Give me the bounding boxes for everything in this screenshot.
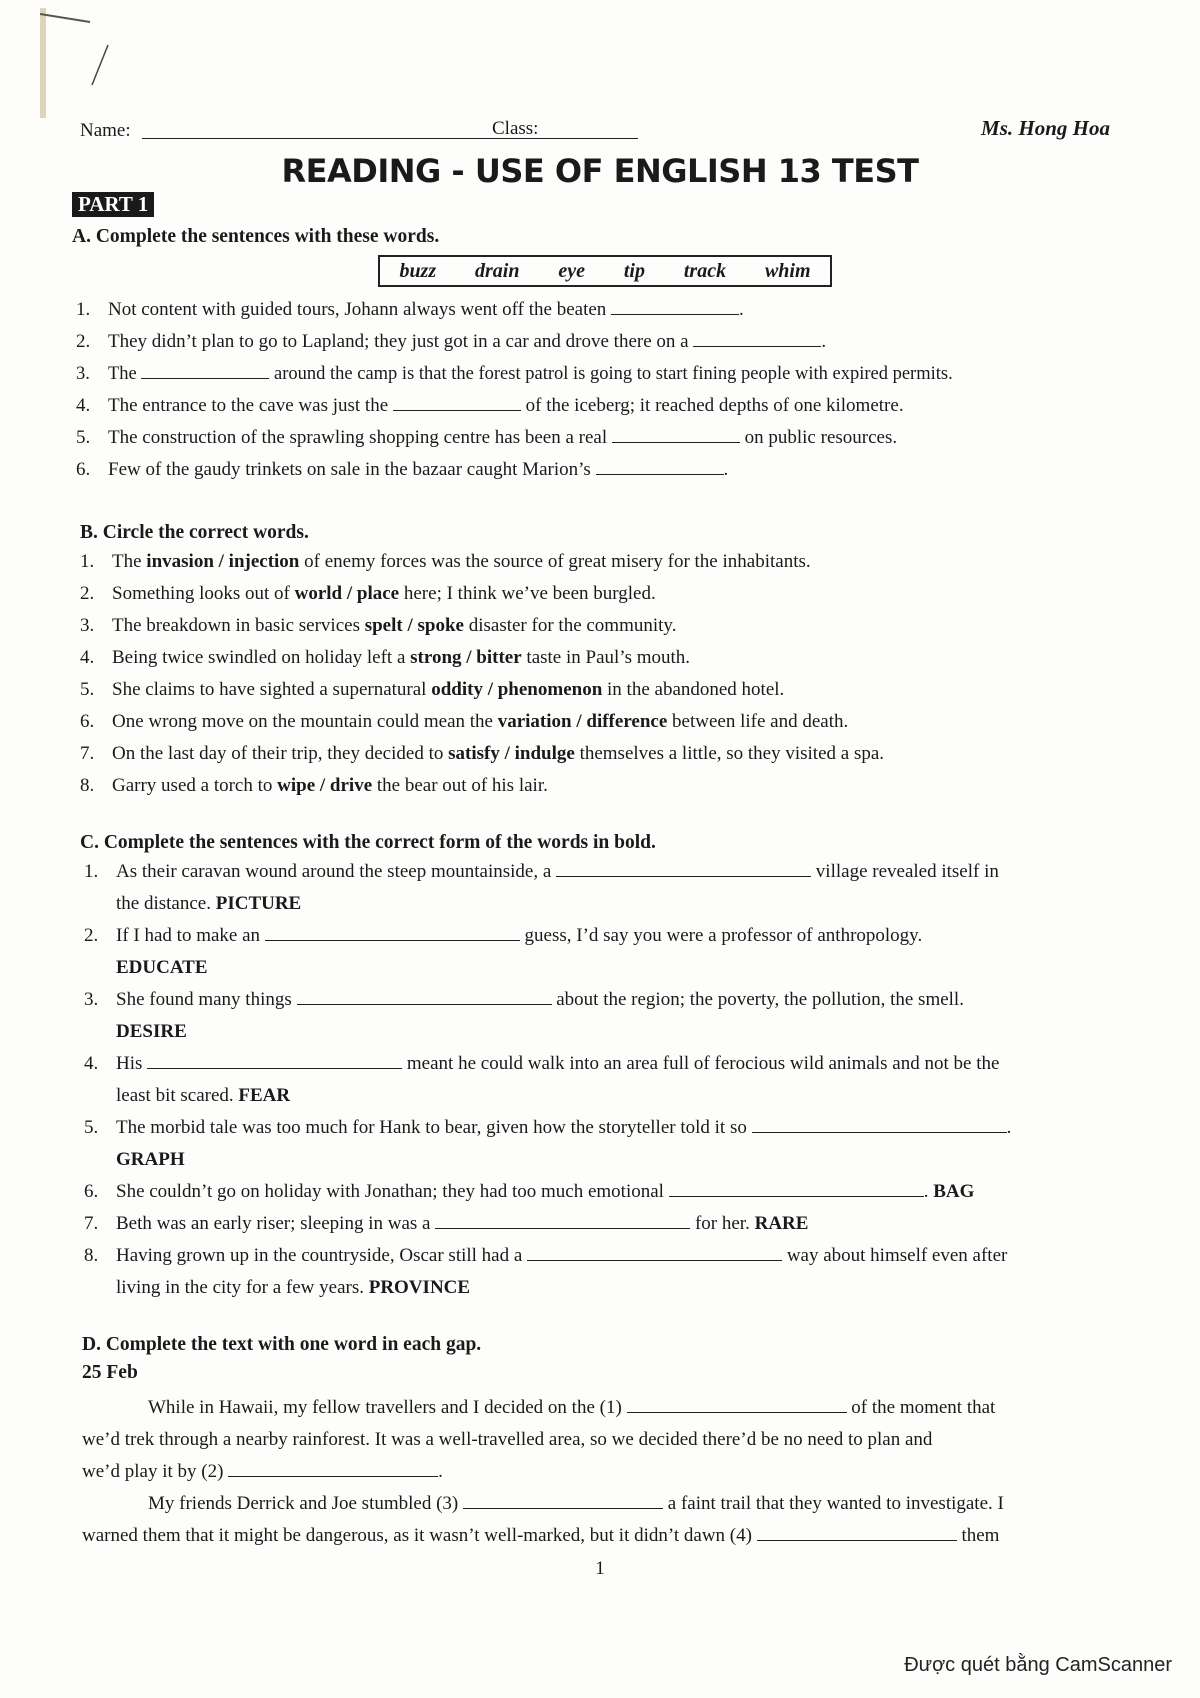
paragraph-text: them (961, 1525, 1000, 1546)
word-bank-item: eye (558, 259, 585, 282)
item-number: 6. (84, 1181, 99, 1202)
item-number: 4. (80, 647, 95, 668)
word-choice[interactable]: world / place (294, 583, 400, 604)
item-number: 6. (80, 711, 95, 732)
word-bank-item: track (683, 259, 727, 282)
item-text: The (108, 364, 137, 384)
item-text: here; I think we’ve been burgled. (399, 583, 656, 604)
part-badge: PART 1 (72, 192, 154, 217)
item-number: 1. (76, 299, 91, 320)
header-row (80, 116, 1110, 146)
paragraph-text: we’d trek through a nearby rainforest. It was a well-travelled area, so we decided there’d be no need to plan and (82, 1429, 933, 1450)
c-item-2 (84, 920, 1124, 984)
item-text: taste in Paul’s mouth. (521, 647, 691, 668)
item-number: 1. (84, 861, 99, 882)
item-text: Not content with guided tours, Johann always went off the beaten (108, 299, 607, 320)
b-item-4 (80, 642, 690, 674)
a-item-3 (76, 358, 953, 390)
scan-edge-marks (40, 0, 130, 130)
item-text: The morbid tale was too much for Hank to bear, given how the storyteller told it so (116, 1117, 747, 1138)
item-text: themselves a little, so they visited a spa. (574, 743, 885, 764)
item-text: disaster for the community. (463, 615, 677, 636)
word-choice[interactable]: spelt / spoke (364, 615, 464, 636)
gap-3[interactable] (463, 1492, 663, 1509)
answer-blank[interactable] (612, 426, 740, 443)
item-text: The entrance to the cave was just the (108, 395, 389, 416)
item-text: in the abandoned hotel. (602, 679, 785, 700)
paragraph-text: My friends Derrick and Joe stumbled (3) (148, 1493, 459, 1514)
item-text: meant he could walk into an area full of ferocious wild animals and not be the (406, 1053, 1000, 1074)
word-choice[interactable]: satisfy / indulge (448, 743, 575, 764)
answer-blank[interactable] (265, 924, 520, 941)
item-number: 5. (84, 1117, 99, 1138)
word-bank-item: tip (623, 259, 645, 282)
entry-date: 25 Feb (82, 1362, 138, 1383)
section-d-title: D. Complete the text with one word in each gap. (82, 1334, 482, 1355)
item-text: She couldn’t go on holiday with Jonathan; they had too much emotional (116, 1181, 664, 1202)
c-item-3 (84, 984, 1124, 1048)
item-text: As their caravan wound around the steep mountainside, a (116, 861, 552, 882)
paragraph-text: warned them that it might be dangerous, as it wasn’t well-marked, but it didn’t dawn (4) (82, 1525, 752, 1546)
word-choice[interactable]: strong / bitter (410, 647, 522, 668)
c-item-7 (84, 1208, 1124, 1240)
item-number: 2. (76, 331, 91, 352)
a-item-5 (76, 422, 897, 454)
word-bank-item: buzz (399, 259, 437, 282)
c-item-4 (84, 1048, 1124, 1112)
c-item-5 (84, 1112, 1124, 1176)
text-paragraph-1 (82, 1392, 1132, 1488)
b-item-7 (80, 738, 884, 770)
root-word: EDUCATE (116, 957, 208, 978)
item-number: 3. (84, 989, 99, 1010)
class-label: Class: (492, 118, 539, 139)
teacher-name: Ms. Hong Hoa (981, 116, 1110, 140)
word-bank-item: whim (764, 259, 811, 282)
item-text: . (1006, 1117, 1012, 1138)
word-choice[interactable]: wipe / drive (277, 775, 373, 796)
item-text: The breakdown in basic services (112, 615, 365, 636)
item-number: 3. (80, 615, 95, 636)
gap-4[interactable] (757, 1524, 957, 1541)
root-word: RARE (754, 1213, 809, 1234)
item-number: 5. (76, 427, 91, 448)
item-text: for her. (694, 1213, 750, 1234)
b-item-6 (80, 706, 848, 738)
text-paragraph-2 (82, 1488, 1132, 1552)
paragraph-text: . (438, 1461, 443, 1482)
item-number: 4. (84, 1053, 99, 1074)
root-word: PICTURE (215, 893, 302, 914)
item-text: living in the city for a few years. (116, 1277, 364, 1298)
word-choice[interactable]: variation / difference (497, 711, 668, 732)
answer-blank[interactable] (556, 860, 811, 877)
item-text: They didn’t plan to go to Lapland; they just got in a car and drove there on a (108, 331, 689, 352)
answer-blank[interactable] (611, 298, 739, 315)
name-label: Name: (80, 120, 131, 141)
item-text: Being twice swindled on holiday left a (112, 647, 411, 668)
item-text: the distance. (116, 893, 211, 914)
item-text: least bit scared. (116, 1085, 234, 1106)
answer-blank[interactable] (393, 394, 521, 411)
item-text: Having grown up in the countryside, Oscar still had a (116, 1245, 523, 1266)
a-item-1 (76, 294, 744, 326)
scanner-watermark: Được quét bằng CamScanner (904, 1654, 1172, 1676)
item-text: Beth was an early riser; sleeping in was a (116, 1213, 431, 1234)
paragraph-text: While in Hawaii, my fellow travellers and I decided on the (1) (148, 1397, 622, 1418)
section-b-title: B. Circle the correct words. (80, 522, 309, 543)
answer-blank[interactable] (141, 362, 269, 379)
item-text: way about himself even after (786, 1245, 1008, 1266)
item-number: 6. (76, 459, 91, 480)
item-text: around the camp is that the forest patrol is going to start fining people with expired permits. (274, 364, 953, 384)
c-item-8 (84, 1240, 1124, 1304)
item-text: guess, I’d say you were a professor of anthropology. (524, 925, 923, 946)
word-choice[interactable]: oddity / phenomenon (431, 679, 603, 700)
item-text: If I had to make an (116, 925, 261, 946)
item-number: 1. (80, 551, 95, 572)
item-text: . (923, 1181, 929, 1202)
root-word: PROVINCE (368, 1277, 471, 1298)
answer-blank[interactable] (435, 1212, 690, 1229)
word-bank-item: drain (475, 259, 520, 282)
root-word: BAG (933, 1181, 975, 1202)
item-text: of the iceberg; it reached depths of one kilometre. (525, 395, 904, 416)
item-number: 7. (84, 1213, 99, 1234)
paragraph-text: of the moment that (851, 1397, 996, 1418)
item-number: 3. (76, 364, 90, 384)
b-item-5 (80, 674, 784, 706)
b-item-8 (80, 770, 548, 802)
section-c-title: C. Complete the sentences with the correct form of the words in bold. (80, 832, 656, 853)
root-word: GRAPH (116, 1149, 185, 1170)
item-text: . (739, 299, 744, 320)
item-number: 8. (84, 1245, 99, 1266)
item-text: She claims to have sighted a supernatural (112, 679, 432, 700)
class-field[interactable] (558, 138, 638, 139)
item-text: Garry used a torch to (112, 775, 278, 796)
page-number: 1 (595, 1558, 605, 1579)
word-bank (378, 255, 832, 287)
gap-2[interactable] (228, 1460, 438, 1477)
gap-1[interactable] (627, 1396, 847, 1413)
item-text: between life and death. (667, 711, 849, 732)
b-item-2 (80, 578, 656, 610)
item-text: The (112, 551, 147, 572)
a-item-2 (76, 326, 826, 358)
root-word: DESIRE (116, 1021, 187, 1042)
c-item-1 (84, 856, 1124, 920)
item-text: The construction of the sprawling shopping centre has been a real (108, 427, 608, 448)
item-number: 4. (76, 395, 91, 416)
word-choice[interactable]: invasion / injection (146, 551, 300, 572)
item-text: village revealed itself in (815, 861, 999, 882)
c-item-6 (84, 1176, 1124, 1208)
item-number: 2. (80, 583, 95, 604)
item-text: of enemy forces was the source of great misery for the inhabitants. (299, 551, 811, 572)
item-number: 5. (80, 679, 95, 700)
root-word: FEAR (238, 1085, 291, 1106)
b-item-3 (80, 610, 676, 642)
item-text: . (821, 331, 827, 352)
answer-blank[interactable] (527, 1244, 782, 1261)
answer-blank[interactable] (596, 458, 724, 475)
item-text: . (723, 459, 729, 480)
paragraph-text: we’d play it by (2) (82, 1461, 224, 1482)
answer-blank[interactable] (752, 1116, 1007, 1133)
a-item-4 (76, 390, 904, 422)
item-text: the bear out of his lair. (372, 775, 548, 796)
item-text: Something looks out of (112, 583, 295, 604)
item-text: On the last day of their trip, they decided to (112, 743, 449, 764)
answer-blank[interactable] (693, 330, 821, 347)
item-number: 8. (80, 775, 95, 796)
item-number: 7. (80, 743, 95, 764)
item-text: about the region; the poverty, the pollution, the smell. (556, 989, 964, 1010)
item-text: on public resources. (744, 427, 898, 448)
item-number: 2. (84, 925, 99, 946)
item-text: Few of the gaudy trinkets on sale in the bazaar caught Marion’s (108, 459, 591, 480)
page-title: READING - USE OF ENGLISH 13 TEST (281, 152, 919, 190)
item-text: His (116, 1053, 143, 1074)
paragraph-text: a faint trail that they wanted to investigate. I (667, 1493, 1004, 1514)
a-item-6 (76, 454, 728, 486)
item-text: One wrong move on the mountain could mean the (112, 711, 498, 732)
answer-blank[interactable] (297, 988, 552, 1005)
answer-blank[interactable] (147, 1052, 402, 1069)
answer-blank[interactable] (669, 1180, 924, 1197)
item-text: She found many things (116, 989, 292, 1010)
b-item-1 (80, 546, 811, 578)
section-a-title: A. Complete the sentences with these words. (72, 226, 440, 247)
